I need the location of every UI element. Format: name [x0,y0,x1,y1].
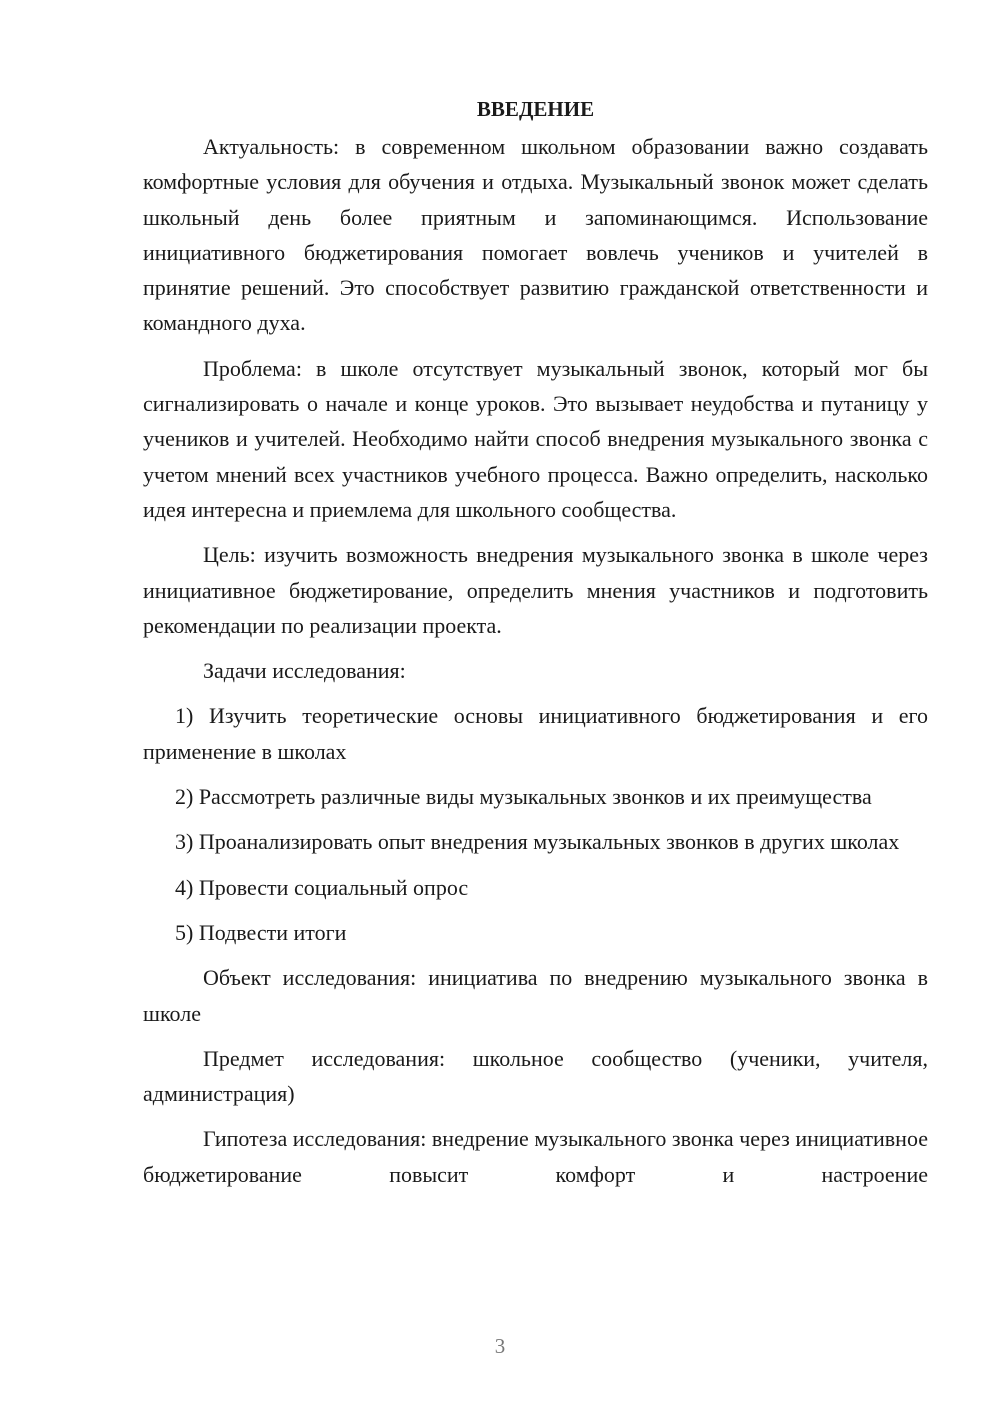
page-number: 3 [494,1334,506,1358]
subject-paragraph: Предмет исследования: школьное сообщество (ученики, учителя, администрация) [143,1045,928,1107]
section-title: ВВЕДЕНИЕ [476,97,595,121]
problem-paragraph: Проблема: в школе отсутствует музыкальный звонок, который мог бы сигнализировать о начале и конце уроков. Это вызывает неудобства и путаницу у учеников и учителей. Необходимо найти способ внедрения музыкального звонка с учетом мнений всех участников учебного процесса. Важно определить, насколько идея интересна и приемлема для школьного сообщества. [143,355,928,522]
document-page [143,92,928,1202]
task-item-2: 2) Рассмотреть различные виды музыкальных звонков и их преимущества [175,784,872,810]
task-item-4: 4) Провести социальный опрос [175,874,469,900]
hypothesis-paragraph: Гипотеза исследования: внедрение музыкального звонка через инициативное бюджетирование повысит комфорт и настроение [143,1126,928,1187]
goal-paragraph: Цель: изучить возможность внедрения музыкального звонка в школе через инициативное бюджетирование, определить мнения участников и подготовить рекомендации по реализации проекта. [143,542,928,638]
task-item-5: 5) Подвести итоги [175,919,347,945]
task-item-1: 1) Изучить теоретические основы инициативного бюджетирования и его применение в школах [143,703,928,764]
relevance-paragraph: Актуальность: в современном школьном образовании важно создавать комфортные условия для обучения и отдыха. Музыкальный звонок может сделать школьный день более приятным и запоминающимся. Использование инициативного бюджетирования помогает вовлечь учеников и учителей в принятие решений. Это способствует развитию гражданской ответственности и командного духа. [143,134,928,336]
task-item-3: 3) Проанализировать опыт внедрения музыкальных звонков в других школах [175,829,900,855]
tasks-heading: Задачи исследования: [203,658,406,684]
object-paragraph: Объект исследования: инициатива по внедрению музыкального звонка в школе [143,965,928,1026]
